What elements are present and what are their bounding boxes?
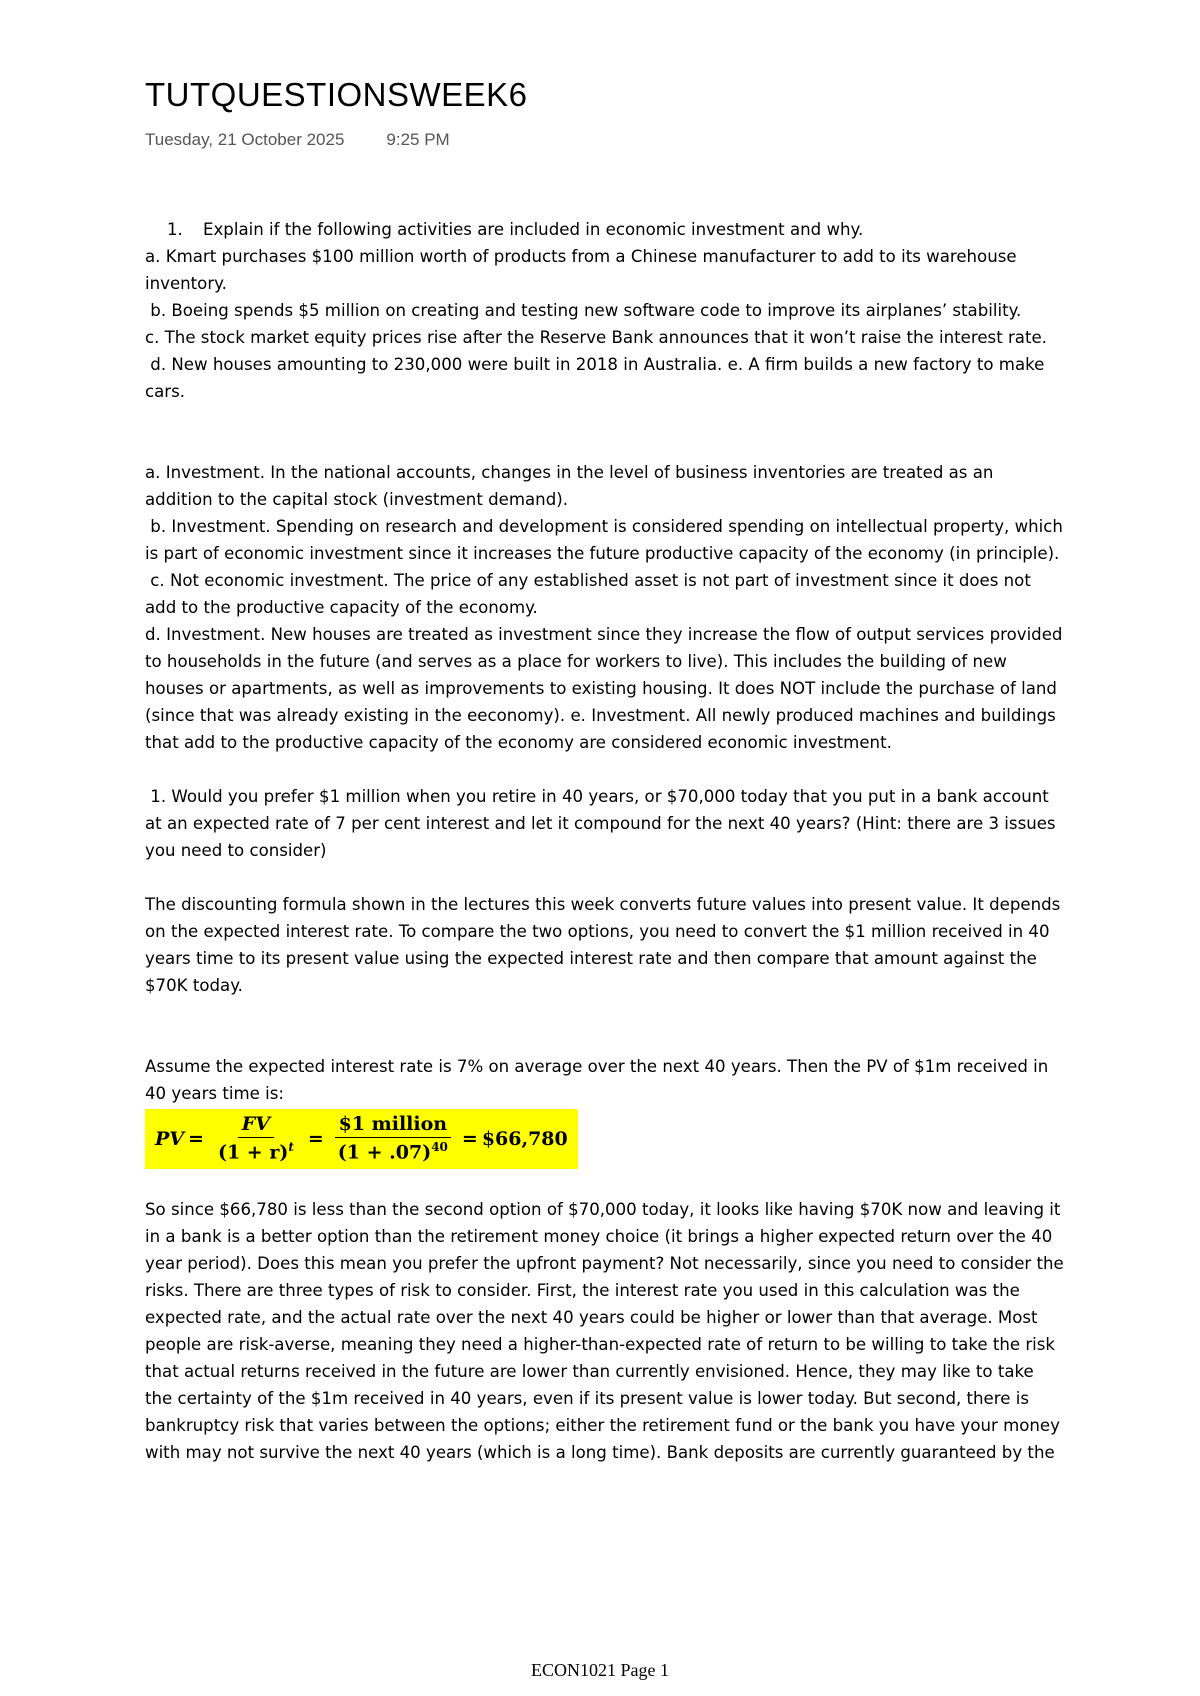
question-1-text: Explain if the following activities are included in economic investment and why. (203, 220, 864, 239)
question-1-prompt (145, 216, 1065, 243)
answer-1-b: b. Investment. Spending on research and development is considered spending on intellectual property, which is part of economic investment since it increases the future productive capacity of the economy (in principle). (145, 517, 1069, 563)
note-date: Tuesday, 21 October 2025 (145, 130, 345, 149)
question-1-item-d-e: d. New houses amounting to 230,000 were built in 2018 in Australia. e. A firm builds a new factory to make cars. (145, 355, 1050, 401)
question-2-text: 1. Would you prefer $1 million when you retire in 40 years, or $70,000 today that you put in a bank account at an expected rate of 7 per cent interest and let it compound for the next 40 years? (Hint: there are 3 issues you need to consider) (145, 787, 1061, 860)
note-body (145, 216, 1069, 1466)
formula-lhs: PV (155, 1127, 185, 1150)
note-timestamp (145, 130, 450, 150)
page-footer: ECON1021 Page 1 (531, 1660, 669, 1680)
page-title: TUTQUESTIONSWEEK6 (145, 76, 528, 113)
formula-general-denominator (214, 1138, 298, 1162)
formula-fraction-general (214, 1115, 298, 1162)
note-time: 9:25 PM (386, 130, 450, 149)
answer-1-c: c. Not economic investment. The price of any established asset is not part of investment since it does not add to the productive capacity of the economy. (145, 571, 1037, 617)
answer-2-para-2: Assume the expected interest rate is 7% on average over the next 40 years. Then the PV of $1m received in 40 years time is: (145, 1057, 1049, 1103)
formula-fraction-numeric (334, 1115, 452, 1162)
formula-fv: FV (238, 1115, 274, 1138)
spacer (145, 999, 1065, 1053)
formula-equals-2: = (307, 1127, 324, 1150)
answer-1-a: a. Investment. In the national accounts, changes in the level of business inventories are treated as an addition to the capital stock (investment demand). (145, 463, 999, 509)
spacer (145, 864, 1065, 891)
question-1-number: 1. (167, 220, 183, 239)
question-1-item-b: b. Boeing spends $5 million on creating and testing new software code to improve its airplanes’ stability. (145, 301, 1022, 320)
answer-2-para-1: The discounting formula shown in the lectures this week converts future values into present value. It depends on the expected interest rate. To compare the two options, you need to convert the $1 million received in 40 years time to its present value using the expected interest rate and then compare that amount against the $70K today. (145, 895, 1061, 995)
answer-2-para-3: So since $66,780 is less than the second option of $70,000 today, it looks like having $70K now and leaving it in a bank is a better option than the retirement money choice (it brings a higher expected return over the 40 year period). Does this mean you prefer the upfront payment? Not necessarily, since you need to consider the risks. There are three types of risk to consider. First, the interest rate you used in this calculation was the expected rate, and the actual rate over the next 40 years could be higher or lower than that average. Most people are risk-averse, meaning they need a higher-than-expected rate of return to be willing to take the risk that actual returns received in the future are lower than currently envisioned. Hence, they may like to take the certainty of the $1m received in 40 years, even if its present value is lower today. But second, there is bankruptcy risk that varies between the options; either the retirement fund or the bank you have your money with may not survive the next 40 years (which is a long time). Bank deposits are currently guaranteed by the (145, 1200, 1064, 1462)
formula-numeric-denominator (334, 1138, 452, 1162)
formula-result: $66,780 (481, 1127, 568, 1150)
formula-future-value: $1 million (335, 1115, 452, 1138)
formula-general-exponent: t (288, 1140, 294, 1155)
formula-equals-3: = (461, 1127, 478, 1150)
spacer (145, 1169, 1065, 1196)
answer-1-d-e: d. Investment. New houses are treated as investment since they increase the flow of output services provided to households in the future (and serves as a place for workers to live). This includes the building of new houses or apartments, as well as improvements to existing housing. It does NOT include the purchase of land (since that was already existing in the eeconomy). e. Investment. All newly produced machines and buildings that add to the productive capacity of the economy are considered economic investment. (145, 625, 1068, 752)
question-1-item-a: a. Kmart purchases $100 million worth of products from a Chinese manufacturer to add to its warehouse inventory. (145, 247, 1022, 293)
spacer (145, 756, 1065, 783)
question-1-item-c: c. The stock market equity prices rise after the Reserve Bank announces that it won’t raise the interest rate. (145, 328, 1047, 347)
formula-numeric-base: (1 + .07) (337, 1141, 432, 1164)
pv-formula-highlight (145, 1109, 578, 1169)
formula-numeric-exponent: 40 (431, 1140, 448, 1155)
spacer (145, 405, 1065, 459)
formula-general-base: (1 + r) (217, 1141, 289, 1164)
formula-equals-1: = (188, 1127, 204, 1150)
